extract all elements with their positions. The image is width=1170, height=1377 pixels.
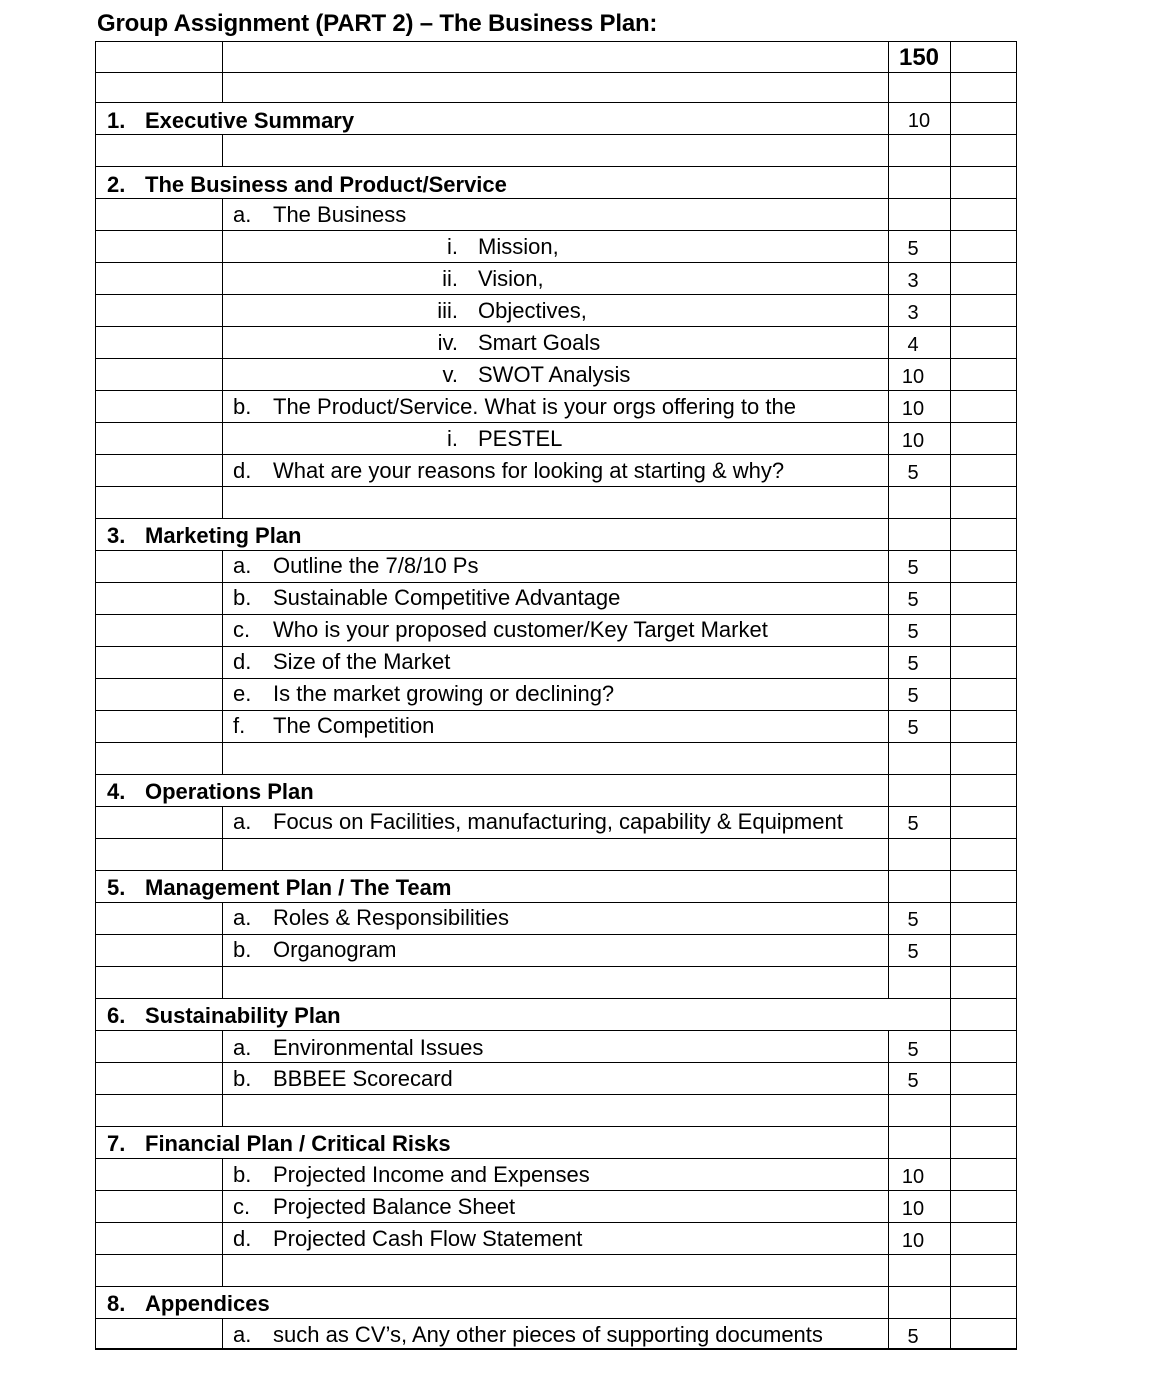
row-divider [95,998,1017,999]
item-score: 5 [907,589,919,611]
row-divider [95,710,1017,711]
row-divider [95,422,1017,423]
item-marker: a. [233,809,252,834]
item-text: The Business [273,202,407,227]
row-divider [95,1318,1017,1319]
total-marks: 150 [898,44,940,71]
item-marker: b. [233,1162,252,1187]
row-divider [95,166,1017,167]
item-text: Size of the Market [273,649,451,674]
column-divider [222,486,223,518]
section-title: Sustainability Plan [145,1003,341,1028]
item-marker: f. [233,713,246,738]
section-number: 2. [107,172,126,197]
row-divider [95,326,1017,327]
item-marker: iv. [437,330,458,355]
item-text: Projected Cash Flow Statement [273,1226,583,1251]
row-divider [95,1030,1017,1031]
item-marker: a. [233,553,252,578]
item-text: What are your reasons for looking at starting & why? [273,458,785,483]
item-marker: e. [233,681,252,706]
item-marker: c. [233,1194,251,1219]
column-divider [222,902,223,966]
item-marker: a. [233,202,252,227]
item-score: 10 [901,1230,925,1252]
item-text: Mission, [478,234,559,259]
item-score: 5 [907,717,919,739]
row-divider [95,1158,1017,1159]
section-title: Operations Plan [145,779,314,804]
item-score: 3 [907,302,919,324]
column-divider [222,806,223,838]
row-divider [95,614,1017,615]
column-divider [222,1318,223,1349]
item-score: 5 [907,653,919,675]
item-marker: ii. [442,266,458,291]
section-number: 3. [107,523,126,548]
row-divider [95,486,1017,487]
item-score: 10 [901,430,925,452]
item-score: 10 [901,398,925,420]
item-text: Who is your proposed customer/Key Target Market [273,617,768,642]
item-marker: i. [447,234,458,259]
item-score: 4 [907,334,919,356]
row-divider [95,262,1017,263]
item-score: 10 [901,366,925,388]
row-divider [95,390,1017,391]
row-divider [95,774,1017,775]
item-text: Focus on Facilities, manufacturing, capability & Equipment [273,809,843,834]
item-text: Smart Goals [478,330,601,355]
section-number: 5. [107,875,126,900]
row-divider [95,966,1017,967]
item-marker: b. [233,1066,252,1091]
item-marker: v. [442,362,458,387]
item-score: 5 [907,909,919,931]
row-divider [95,230,1017,231]
row-divider [95,806,1017,807]
item-text: Vision, [478,266,544,291]
row-divider [95,1349,1017,1350]
column-divider [222,41,223,102]
item-text: SWOT Analysis [478,362,631,387]
row-divider [95,1062,1017,1063]
row-divider [95,550,1017,551]
item-marker: a. [233,905,252,930]
row-divider [95,902,1017,903]
column-divider [888,41,889,998]
column-divider [222,134,223,166]
item-text: Is the market growing or declining? [273,681,615,706]
item-score: 5 [907,621,919,643]
section-number: 8. [107,1291,126,1316]
section-title: Management Plan / The Team [145,875,452,900]
column-divider [222,838,223,870]
item-marker: b. [233,585,252,610]
item-text: BBBEE Scorecard [273,1066,453,1091]
item-score: 5 [907,813,919,835]
row-divider [95,294,1017,295]
item-marker: i. [447,426,458,451]
item-marker: b. [233,394,252,419]
item-score: 10 [901,1166,925,1188]
row-divider [95,582,1017,583]
column-divider [950,41,951,1349]
section-number: 6. [107,1003,126,1028]
row-divider [95,838,1017,839]
item-score: 3 [907,270,919,292]
item-text: Organogram [273,937,397,962]
row-divider [95,518,1017,519]
row-divider [95,454,1017,455]
item-text: The Product/Service. What is your orgs offering to the [273,394,796,419]
row-divider [95,1254,1017,1255]
item-score: 5 [907,238,919,260]
item-marker: d. [233,649,252,674]
row-divider [95,870,1017,871]
item-text: Environmental Issues [273,1035,484,1060]
item-marker: a. [233,1322,252,1347]
row-divider [95,742,1017,743]
section-number: 4. [107,779,126,804]
column-divider [222,1030,223,1094]
item-text: PESTEL [478,426,563,451]
row-divider [95,1190,1017,1191]
column-divider [222,966,223,998]
section-title: Appendices [145,1291,270,1316]
row-divider [95,934,1017,935]
item-marker: b. [233,937,252,962]
item-text: Projected Balance Sheet [273,1194,516,1219]
item-score: 5 [907,462,919,484]
column-divider [222,198,223,486]
item-score: 5 [907,1039,919,1061]
item-score: 5 [907,1070,919,1092]
item-text: Sustainable Competitive Advantage [273,585,621,610]
item-text: The Competition [273,713,435,738]
row-divider [95,678,1017,679]
row-divider [95,358,1017,359]
item-score: 5 [907,941,919,963]
section-number: 7. [107,1131,126,1156]
item-text: such as CV’s, Any other pieces of supporting documents [273,1322,823,1347]
row-divider [95,41,1017,42]
item-score: 5 [907,1326,919,1348]
column-divider [222,742,223,774]
section-score: 10 [907,110,931,132]
row-divider [95,102,1017,103]
item-score: 10 [901,1198,925,1220]
row-divider [95,646,1017,647]
column-divider [222,1254,223,1286]
section-title: The Business and Product/Service [145,172,507,197]
row-divider [95,198,1017,199]
item-marker: d. [233,458,252,483]
column-divider [222,1094,223,1126]
column-divider [222,1158,223,1254]
item-score: 5 [907,685,919,707]
section-title: Marketing Plan [145,523,302,548]
row-divider [95,134,1017,135]
item-marker: iii. [437,298,458,323]
item-marker: c. [233,617,251,642]
item-marker: d. [233,1226,252,1251]
row-divider [95,1094,1017,1095]
section-title: Financial Plan / Critical Risks [145,1131,451,1156]
row-divider [95,1286,1017,1287]
item-score: 5 [907,557,919,579]
row-divider [95,1222,1017,1223]
section-title: Executive Summary [145,108,355,133]
row-divider [95,72,1017,73]
page-title: Group Assignment (PART 2) – The Business Plan: [97,10,658,37]
item-text: Projected Income and Expenses [273,1162,590,1187]
column-divider [222,550,223,742]
item-text: Objectives, [478,298,587,323]
row-divider [95,1126,1017,1127]
item-marker: a. [233,1035,252,1060]
item-text: Outline the 7/8/10 Ps [273,553,479,578]
item-text: Roles & Responsibilities [273,905,509,930]
section-number: 1. [107,108,126,133]
